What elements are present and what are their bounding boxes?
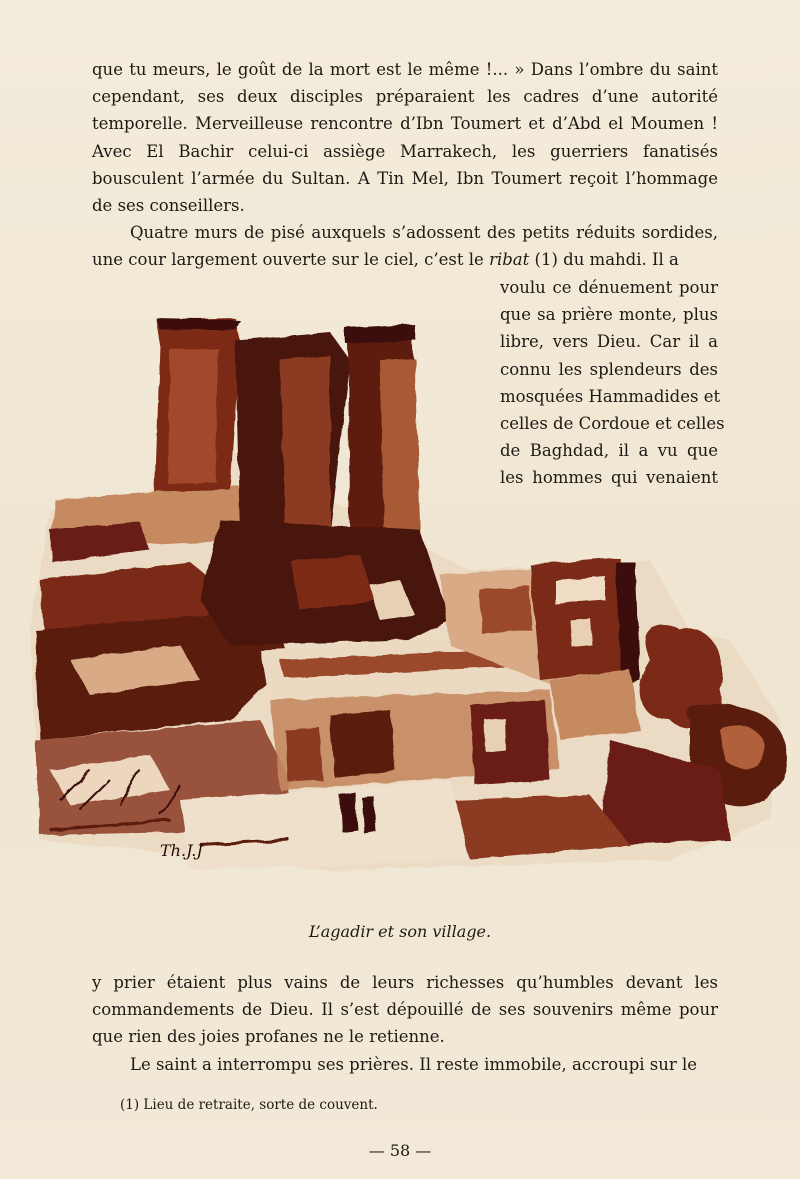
- paragraph-2: [92, 219, 718, 273]
- paragraph-2-start: Quatre murs de pisé auxquels s’adossent des petits réduits sordides, une cour largement ouverte sur le ciel, c’est le: [92, 223, 718, 270]
- footnote: (1) Lieu de retraite, sorte de couvent.: [120, 1097, 378, 1113]
- paragraph-2-end: (1) du mahdi. Il a: [529, 250, 679, 270]
- agadir-illustration: [30, 300, 800, 880]
- wrap-line: les hommes qui venaient: [500, 468, 718, 488]
- paragraph-3: y prier étaient plus vains de leurs richesses qu’humbles devant les commandements de Dieu. Il s’est dépouillé de ses souvenirs même pour que rien des joies profanes ne le retienne.: [92, 973, 718, 1047]
- wrap-line: libre, vers Dieu. Car il a: [500, 332, 718, 352]
- ribat-term: ribat: [489, 250, 530, 270]
- wrap-line: de Baghdad, il a vu que: [500, 441, 718, 461]
- wrap-line: celles de Cordoue et celles: [500, 414, 725, 434]
- top-text-block: [92, 56, 718, 274]
- illustration-caption: L’agadir et son village.: [308, 922, 492, 941]
- paragraph-1: que tu meurs, le goût de la mort est le même !... » Dans l’ombre du saint cependant, ses deux disciples préparaient les cadres d’une autorité temporelle. Merveilleuse rencontre d’Ibn Toumert et d’Abd el Moumen ! Avec El Bachir celui-ci assiège Marrakech, les guerriers fanatisés bousculent l’armée du Sultan. A Tin Mel, Ibn Toumert reçoit l’hommage de ses conseillers.: [92, 60, 718, 216]
- page-number: — 58 —: [368, 1141, 432, 1160]
- artist-signature: Th.J.J: [160, 841, 203, 860]
- wrap-line: voulu ce dénuement pour: [500, 278, 718, 297]
- wrap-line: que sa prière monte, plus: [500, 305, 718, 325]
- bottom-text-block: [92, 969, 718, 1078]
- paragraph-4: Le saint a interrompu ses prières. Il reste immobile, accroupi sur le: [130, 1054, 698, 1074]
- wrap-line: connu les splendeurs des: [500, 359, 718, 379]
- wrap-line: mosquées Hammadides et: [500, 386, 721, 406]
